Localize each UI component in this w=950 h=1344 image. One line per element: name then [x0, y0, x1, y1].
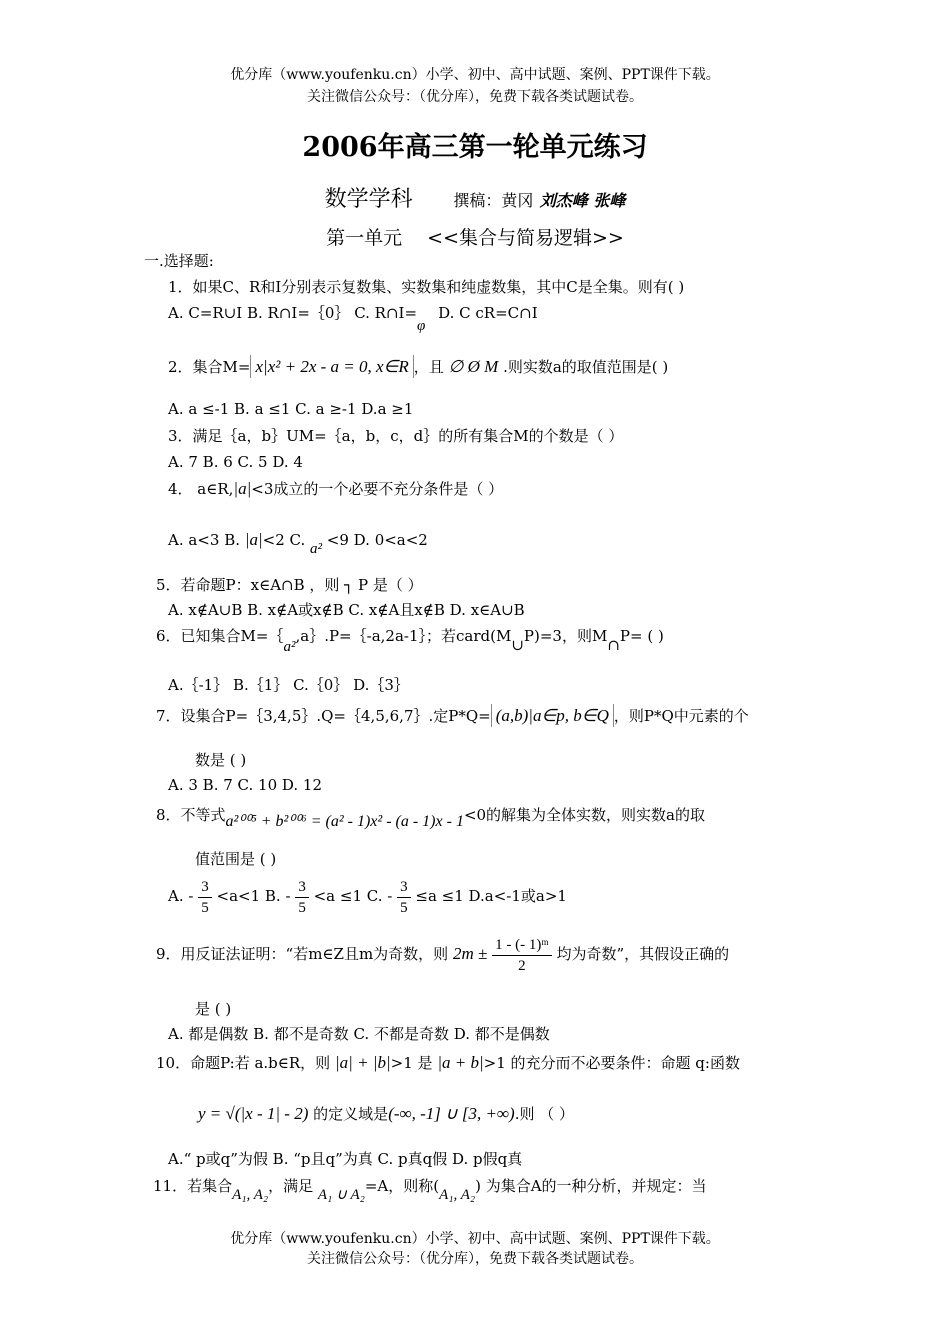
q8-options: A. - $\frac{3}{5}$ <a<1 B. - $\frac{3}{5}$ <a ≤1 C. - $\frac{3}{5}$ ≤a ≤1 D.a<-1或a>1	[168, 878, 567, 916]
q10-options: A.“ p或q”为假 B. “p且q”为真 C. p真q假 D. p假q真	[168, 1150, 523, 1168]
subject: 数学学科	[324, 187, 413, 212]
footer-line-1: 优分库（www.youfenku.cn）小学、初中、高中试题、案例、PPT课件下载。	[230, 1231, 720, 1247]
authors: 刘杰峰 张峰	[539, 191, 626, 210]
abs-a: |a|	[233, 479, 252, 498]
subset-relation: ∅ Ø M	[448, 357, 499, 376]
subtitle	[0, 186, 950, 214]
section-heading: 一.选择题:	[144, 252, 214, 270]
q2-options: A. a ≤-1 B. a ≤1 C. a ≥-1 D.a ≥1	[168, 400, 414, 418]
q1-options: A. C=R∪I B. R∩I=｛0｝ C. R∩I=φ D. C cR=C∩I	[168, 304, 538, 334]
q7-options: A. 3 B. 7 C. 10 D. 12	[168, 776, 322, 794]
q6-stem: 6．已知集合M=｛a²,a｝.P=｛-a,2a-1｝；若card(M∪P)=3，则M∩P= ( )	[156, 627, 664, 655]
page-title: 2006年高三第一轮单元练习	[302, 132, 648, 163]
q7-stem: 7．设集合P=｛3,4,5｝.Q=｛4,5,6,7｝.定P*Q= (a,b)|a∈p, b∈Q ，则P*Q中元素的个	[156, 706, 749, 725]
q8-stem-cont: 值范围是 ( )	[195, 850, 277, 868]
unit-title: 第一单元 <<集合与简易逻辑>>	[326, 227, 624, 249]
q10-stem: 10．命题P:若 a.b∈R，则 |a| + |b|>1 是 |a + b|>1 的充分而不必要条件：命题 q:函数	[156, 1053, 740, 1072]
q7-stem-cont: 数是 ( )	[195, 751, 247, 769]
q1-stem: 1．如果C、R和I分别表示复数集、实数集和纯虚数集，其中C是全集。则有( )	[168, 278, 685, 296]
q3-stem: 3．满足｛a，b｝UM=｛a，b，c，d｝的所有集合M的个数是（ ）	[168, 427, 624, 445]
header-line-1: 优分库（www.youfenku.cn）小学、初中、高中试题、案例、PPT课件下载。	[230, 67, 720, 83]
header-line-2: 关注微信公众号：（优分库），免费下载各类试题试卷。	[307, 89, 643, 105]
author-label: 撰稿：黄冈	[453, 191, 534, 210]
q6-options: A.｛-1｝ B.｛1｝ C.｛0｝ D.｛3｝	[168, 676, 409, 694]
q3-options: A. 7 B. 6 C. 5 D. 4	[168, 453, 303, 471]
q2-stem: 2．集合M= x|x² + 2x - a = 0, x∈R ，且 ∅ Ø M .则实数a的取值范围是( )	[168, 357, 669, 376]
inequality-expr: a²⁰⁰⁵ + b²⁰⁰⁶ = (a² - 1)x² - (a - 1)x - 1	[225, 813, 464, 830]
q9-options: A. 都是偶数 B. 都不是奇数 C. 不都是奇数 D. 都不是偶数	[168, 1025, 550, 1043]
q9-stem-cont: 是 ( )	[195, 1000, 232, 1018]
q4-stem: 4． a∈R,|a|<3成立的一个必要不充分条件是（ ）	[168, 479, 504, 498]
q5-stem: 5．若命题P：x∈A∩B ，则 ┐ P 是（ ）	[156, 576, 423, 594]
phi-symbol: φ	[417, 318, 426, 334]
q9-stem: 9．用反证法证明：“若m∈Z且m为奇数，则 2m ± $\frac{\text{1 - (- 1)ᵐ}}{2}$ 均为奇数”，其假设正确的	[156, 936, 730, 974]
set-M: x|x² + 2x - a = 0, x∈R	[250, 355, 413, 378]
footer-line-2: 关注微信公众号：（优分库），免费下载各类试题试卷。	[307, 1251, 643, 1267]
set-PQ: (a,b)|a∈p, b∈Q	[491, 704, 614, 727]
q11-stem: 11．若集合A₁, A₂，满足 A₁ ∪ A₂=A，则称(A₁, A₂) 为集合A的一种分析，并规定：当	[153, 1177, 707, 1203]
q10-function: y = √(|x - 1| - 2) 的定义域是(-∞, -1] ∪ [3, +∞).则 （ ）	[198, 1104, 575, 1123]
q4-options: A. a<3 B. |a|<2 C. a² <9 D. 0<a<2	[168, 530, 428, 557]
q5-options: A. x∉A∪B B. x∉A或x∉B C. x∉A且x∉B D. x∈A∪B	[168, 601, 525, 619]
q8-stem: 8．不等式a²⁰⁰⁵ + b²⁰⁰⁶ = (a² - 1)x² - (a - 1)x - 1<0的解集为全体实数，则实数a的取	[156, 806, 705, 830]
